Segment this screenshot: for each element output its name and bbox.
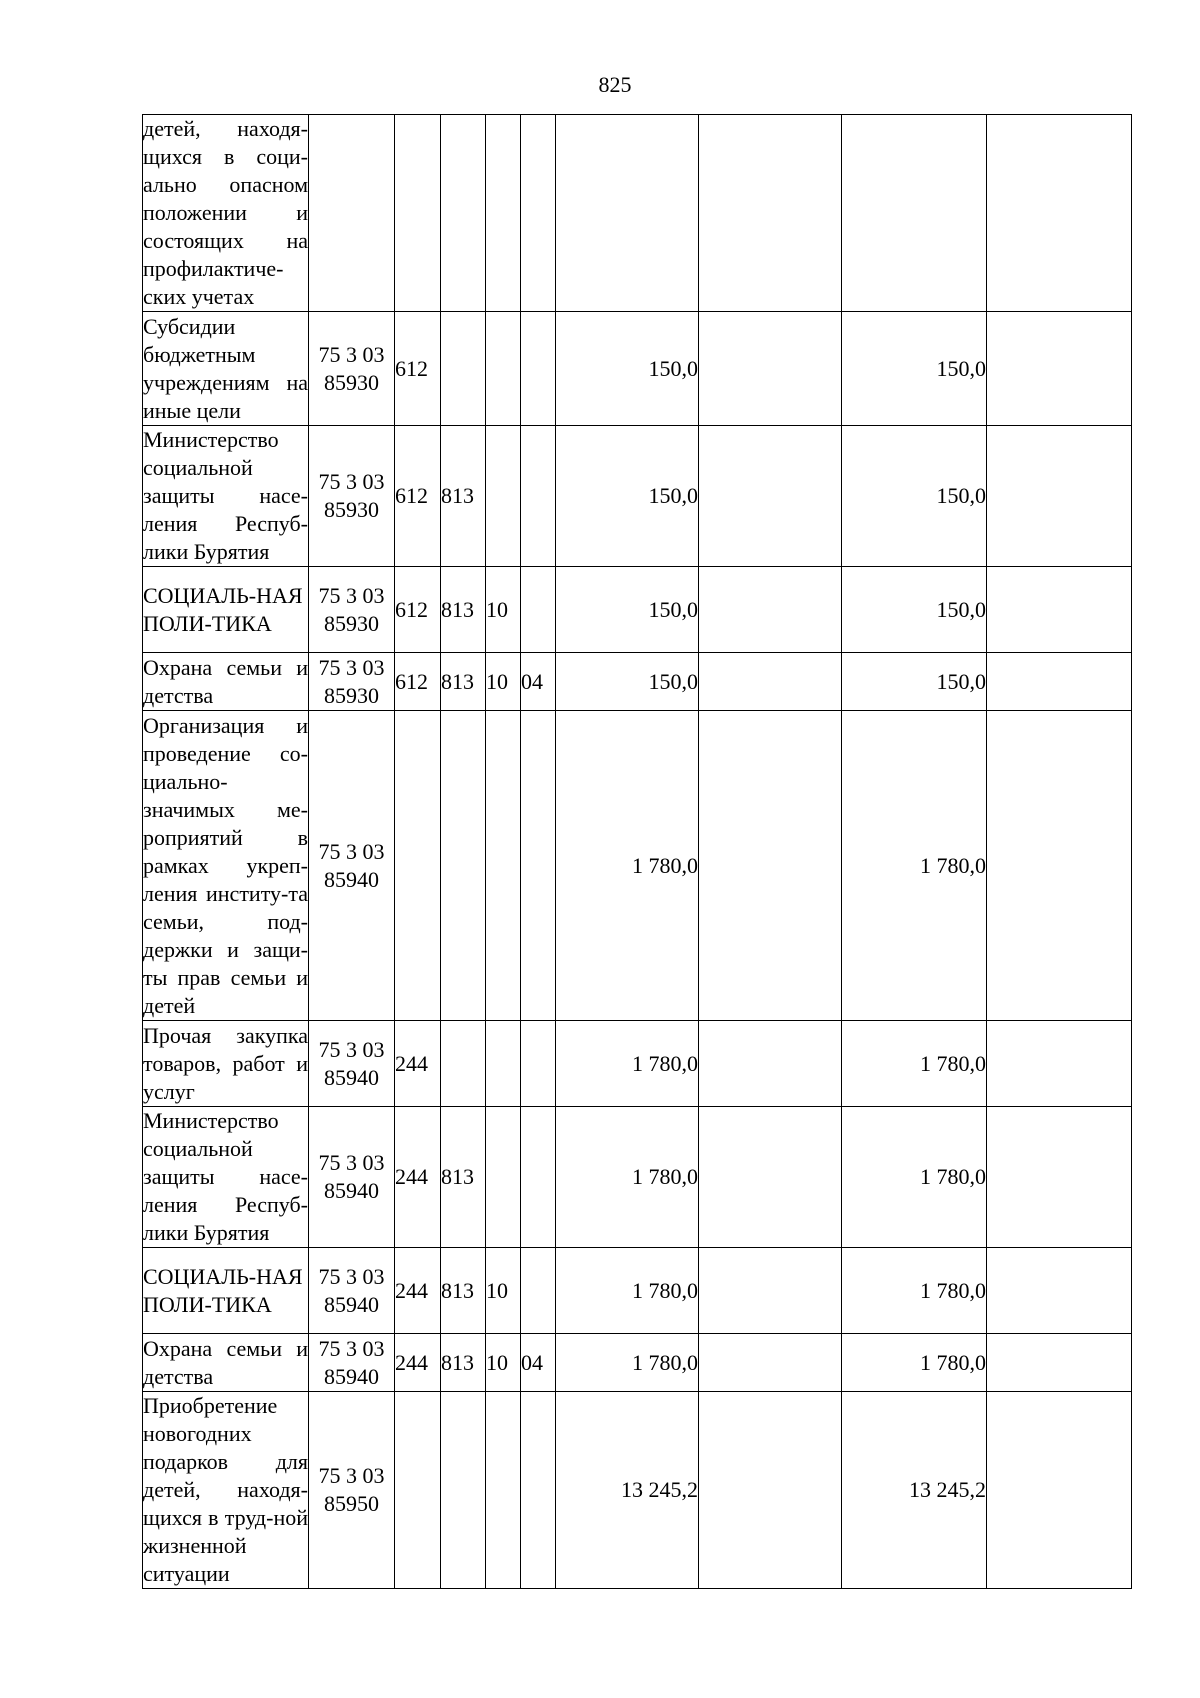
row-administrator: 813	[441, 1107, 486, 1248]
row-section	[486, 1021, 521, 1107]
row-target-article: 75 3 03 85950	[309, 1392, 395, 1589]
row-empty-cell	[699, 1392, 842, 1589]
row-expense-type: 612	[395, 653, 441, 711]
row-section	[486, 312, 521, 426]
row-subsection	[521, 426, 556, 567]
table-row	[143, 1248, 1132, 1334]
row-amount-2: 150,0	[842, 426, 987, 567]
row-administrator: 813	[441, 653, 486, 711]
row-administrator	[441, 115, 486, 312]
row-subsection	[521, 115, 556, 312]
row-amount-2: 150,0	[842, 312, 987, 426]
row-empty-cell	[987, 426, 1132, 567]
row-empty-cell	[987, 1021, 1132, 1107]
row-empty-cell	[699, 115, 842, 312]
row-administrator: 813	[441, 1334, 486, 1392]
row-amount-2: 13 245,2	[842, 1392, 987, 1589]
row-target-article	[309, 115, 395, 312]
row-empty-cell	[699, 1334, 842, 1392]
row-section: 10	[486, 1248, 521, 1334]
row-amount-1: 1 780,0	[556, 1107, 699, 1248]
row-name: Прочая закупка товаров, работ и услуг	[143, 1021, 309, 1107]
row-empty-cell	[987, 1334, 1132, 1392]
row-section: 10	[486, 567, 521, 653]
row-subsection	[521, 1248, 556, 1334]
page-number: 825	[598, 72, 632, 97]
row-amount-2: 1 780,0	[842, 1107, 987, 1248]
row-name: детей, находя-щихся в соци-ально опасном положении и состоящих на профилактиче-ских учетах	[143, 115, 309, 312]
row-target-article: 75 3 03 85940	[309, 1021, 395, 1107]
row-subsection	[521, 1021, 556, 1107]
row-amount-2: 150,0	[842, 653, 987, 711]
row-administrator	[441, 1392, 486, 1589]
row-section: 10	[486, 1334, 521, 1392]
table-row	[143, 567, 1132, 653]
row-amount-2: 1 780,0	[842, 1334, 987, 1392]
row-target-article: 75 3 03 85940	[309, 711, 395, 1021]
row-amount-2: 1 780,0	[842, 711, 987, 1021]
row-name: Министерство социальной защиты насе-ления Респуб-лики Бурятия	[143, 1107, 309, 1248]
row-amount-2	[842, 115, 987, 312]
row-amount-1: 150,0	[556, 653, 699, 711]
row-empty-cell	[987, 1392, 1132, 1589]
row-administrator	[441, 1021, 486, 1107]
row-administrator	[441, 312, 486, 426]
row-name: Министерство социальной защиты насе-ления Респуб-лики Бурятия	[143, 426, 309, 567]
row-expense-type: 612	[395, 426, 441, 567]
row-target-article: 75 3 03 85940	[309, 1248, 395, 1334]
row-name: СОЦИАЛЬ-НАЯ ПОЛИ-ТИКА	[143, 567, 309, 653]
row-amount-1: 1 780,0	[556, 1021, 699, 1107]
row-expense-type: 612	[395, 312, 441, 426]
row-subsection	[521, 1392, 556, 1589]
row-subsection	[521, 1107, 556, 1248]
row-empty-cell	[987, 1248, 1132, 1334]
row-expense-type: 244	[395, 1021, 441, 1107]
table-row	[143, 312, 1132, 426]
row-subsection	[521, 567, 556, 653]
row-name: Приобретение новогодних подарков для детей, находя-щихся в труд-ной жизненной ситуации	[143, 1392, 309, 1589]
row-empty-cell	[699, 1021, 842, 1107]
row-empty-cell	[699, 312, 842, 426]
table-row	[143, 115, 1132, 312]
row-amount-1: 1 780,0	[556, 1334, 699, 1392]
row-name: Охрана семьи и детства	[143, 1334, 309, 1392]
row-subsection: 04	[521, 653, 556, 711]
row-amount-2: 150,0	[842, 567, 987, 653]
table-row	[143, 426, 1132, 567]
row-amount-1: 150,0	[556, 312, 699, 426]
table-row	[143, 1392, 1132, 1589]
row-section	[486, 426, 521, 567]
row-target-article: 75 3 03 85940	[309, 1334, 395, 1392]
row-expense-type: 244	[395, 1334, 441, 1392]
row-empty-cell	[699, 653, 842, 711]
row-empty-cell	[699, 567, 842, 653]
row-empty-cell	[699, 426, 842, 567]
row-empty-cell	[699, 1248, 842, 1334]
row-name: Охрана семьи и детства	[143, 653, 309, 711]
row-amount-1: 150,0	[556, 567, 699, 653]
budget-table	[142, 114, 1132, 1589]
row-name: СОЦИАЛЬ-НАЯ ПОЛИ-ТИКА	[143, 1248, 309, 1334]
row-subsection: 04	[521, 1334, 556, 1392]
row-administrator: 813	[441, 1248, 486, 1334]
row-administrator	[441, 711, 486, 1021]
row-target-article: 75 3 03 85930	[309, 312, 395, 426]
row-amount-2: 1 780,0	[842, 1248, 987, 1334]
row-expense-type	[395, 1392, 441, 1589]
row-expense-type	[395, 115, 441, 312]
row-name: Субсидии бюджетным учреждениям на иные цели	[143, 312, 309, 426]
row-target-article: 75 3 03 85940	[309, 1107, 395, 1248]
row-empty-cell	[699, 711, 842, 1021]
table-row	[143, 1021, 1132, 1107]
row-empty-cell	[987, 1107, 1132, 1248]
row-empty-cell	[987, 567, 1132, 653]
row-target-article: 75 3 03 85930	[309, 426, 395, 567]
row-section	[486, 711, 521, 1021]
row-amount-1: 150,0	[556, 426, 699, 567]
row-amount-1	[556, 115, 699, 312]
row-section	[486, 1392, 521, 1589]
table-row	[143, 1107, 1132, 1248]
row-administrator: 813	[441, 426, 486, 567]
row-section	[486, 1107, 521, 1248]
row-empty-cell	[699, 1107, 842, 1248]
table-row	[143, 653, 1132, 711]
row-subsection	[521, 711, 556, 1021]
row-empty-cell	[987, 312, 1132, 426]
row-empty-cell	[987, 115, 1132, 312]
row-section	[486, 115, 521, 312]
row-expense-type: 612	[395, 567, 441, 653]
table-row	[143, 711, 1132, 1021]
table-row	[143, 1334, 1132, 1392]
row-target-article: 75 3 03 85930	[309, 653, 395, 711]
row-expense-type: 244	[395, 1107, 441, 1248]
row-amount-1: 13 245,2	[556, 1392, 699, 1589]
row-section: 10	[486, 653, 521, 711]
row-amount-1: 1 780,0	[556, 711, 699, 1021]
row-amount-2: 1 780,0	[842, 1021, 987, 1107]
row-empty-cell	[987, 653, 1132, 711]
row-expense-type	[395, 711, 441, 1021]
row-administrator: 813	[441, 567, 486, 653]
row-amount-1: 1 780,0	[556, 1248, 699, 1334]
row-empty-cell	[987, 711, 1132, 1021]
row-name: Организация и проведение со-циально-значимых ме-роприятий в рамках укреп-ления институ-та семьи, под-держки и защи-ты прав семьи и детей	[143, 711, 309, 1021]
row-target-article: 75 3 03 85930	[309, 567, 395, 653]
row-subsection	[521, 312, 556, 426]
row-expense-type: 244	[395, 1248, 441, 1334]
